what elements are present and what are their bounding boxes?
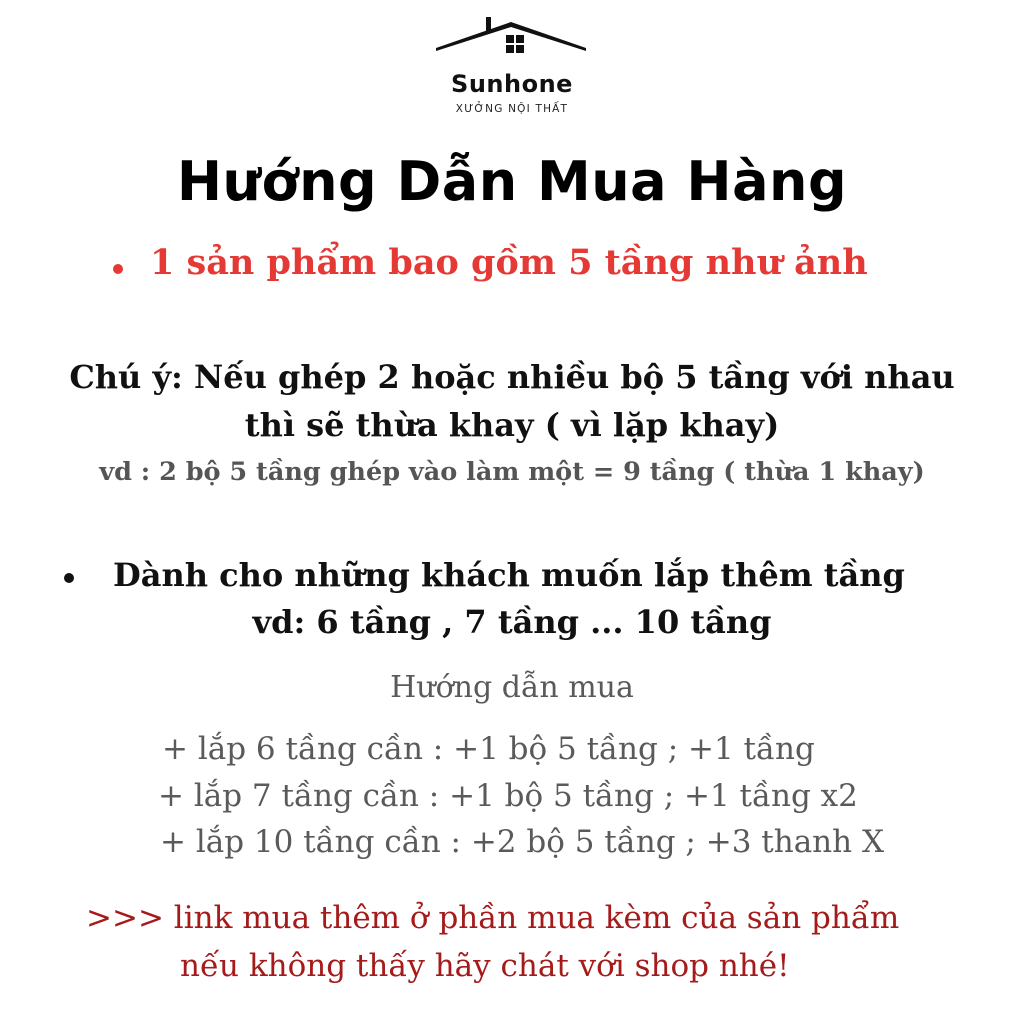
attention-note-example: vd : 2 bộ 5 tầng ghép vào làm một = 9 tầng ( thừa 1 khay) (99, 457, 925, 487)
purchase-guide-heading: Hướng dẫn mua (390, 670, 634, 705)
guide-item: + lắp 10 tầng cần : +2 bộ 5 tầng ; +3 thanh X (160, 824, 885, 860)
brand-name: Sunhone (451, 70, 573, 98)
buy-link-note-line-2: nếu không thấy hãy chát với shop nhé! (180, 948, 790, 984)
extra-tier-note-line-2: vd: 6 tầng , 7 tầng ... 10 tầng (252, 603, 772, 641)
page-title: Hướng Dẫn Mua Hàng (176, 150, 848, 213)
buy-link-note-line-1: >>> link mua thêm ở phần mua kèm của sản phẩm (86, 900, 900, 936)
guide-item: + lắp 6 tầng cần : +1 bộ 5 tầng ; +1 tầng (162, 731, 815, 767)
extra-tier-note-line-1: Dành cho những khách muốn lắp thêm tầng (113, 556, 905, 594)
guide-item: + lắp 7 tầng cần : +1 bộ 5 tầng ; +1 tầng x2 (158, 778, 858, 814)
bullet-dot-icon (113, 264, 123, 274)
attention-note-line-2: thì sẽ thừa khay ( vì lặp khay) (244, 406, 780, 444)
house-logo-icon (436, 16, 586, 62)
attention-note-line-1: Chú ý: Nếu ghép 2 hoặc nhiều bộ 5 tầng với nhau (69, 358, 955, 396)
product-includes-note: 1 sản phẩm bao gồm 5 tầng như ảnh (150, 242, 868, 283)
brand-tagline: XƯỞNG NỘI THẤT (455, 103, 569, 115)
bullet-dot-icon (64, 573, 74, 583)
